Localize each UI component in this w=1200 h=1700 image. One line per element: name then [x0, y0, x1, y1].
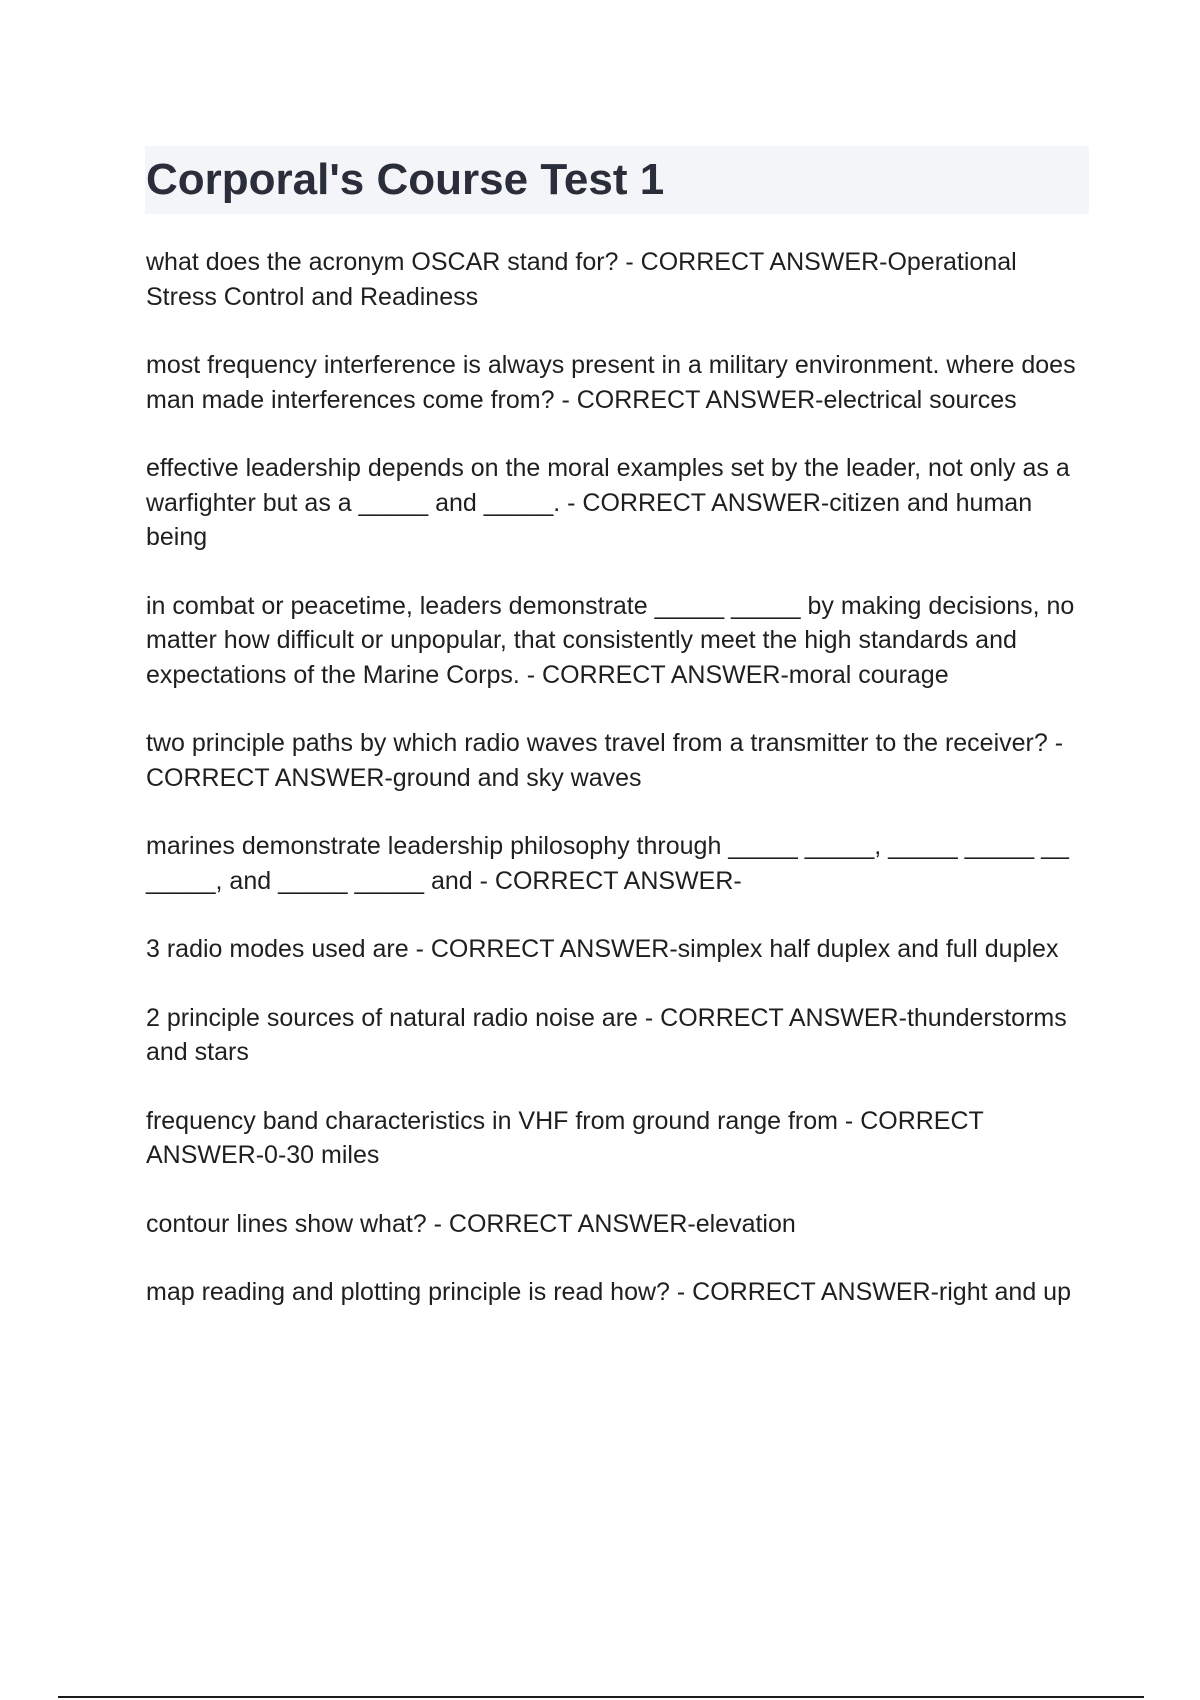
- qa-item: 2 principle sources of natural radio noise are - CORRECT ANSWER-thunderstorms and stars: [146, 1003, 1067, 1066]
- qa-item: frequency band characteristics in VHF from ground range from - CORRECT ANSWER-0-30 miles: [146, 1106, 984, 1169]
- qa-item: what does the acronym OSCAR stand for? - CORRECT ANSWER-Operational Stress Control and Readiness: [146, 248, 1017, 311]
- qa-item: marines demonstrate leadership philosophy through _____ _____, _____ _____ __ _____, and _____ _____ and - CORRECT ANSWER-: [146, 832, 1069, 895]
- qa-item: map reading and plotting principle is read how? - CORRECT ANSWER-right and up: [146, 1278, 1071, 1306]
- qa-item: two principle paths by which radio waves travel from a transmitter to the receiver? - CORRECT ANSWER-ground and sky waves: [146, 729, 1064, 792]
- qa-item: in combat or peacetime, leaders demonstrate _____ _____ by making decisions, no matter how difficult or unpopular, that consistently meet the high standards and expectations of the Marine Corps. - CORRECT ANSWER-moral courage: [146, 591, 1075, 689]
- qa-item: most frequency interference is always present in a military environment. where does man made interferences come from? - CORRECT ANSWER-electrical sources: [146, 351, 1076, 414]
- qa-item: 3 radio modes used are - CORRECT ANSWER-simplex half duplex and full duplex: [146, 935, 1059, 963]
- qa-item: contour lines show what? - CORRECT ANSWER-elevation: [146, 1209, 796, 1238]
- qa-item: effective leadership depends on the moral examples set by the leader, not only as a warfighter but as a _____ and _____. - CORRECT ANSWER-citizen and human being: [146, 454, 1070, 551]
- qa-list: [146, 245, 1086, 1344]
- footer-divider: [58, 1696, 1144, 1698]
- document-title: Corporal's Course Test 1: [146, 155, 665, 204]
